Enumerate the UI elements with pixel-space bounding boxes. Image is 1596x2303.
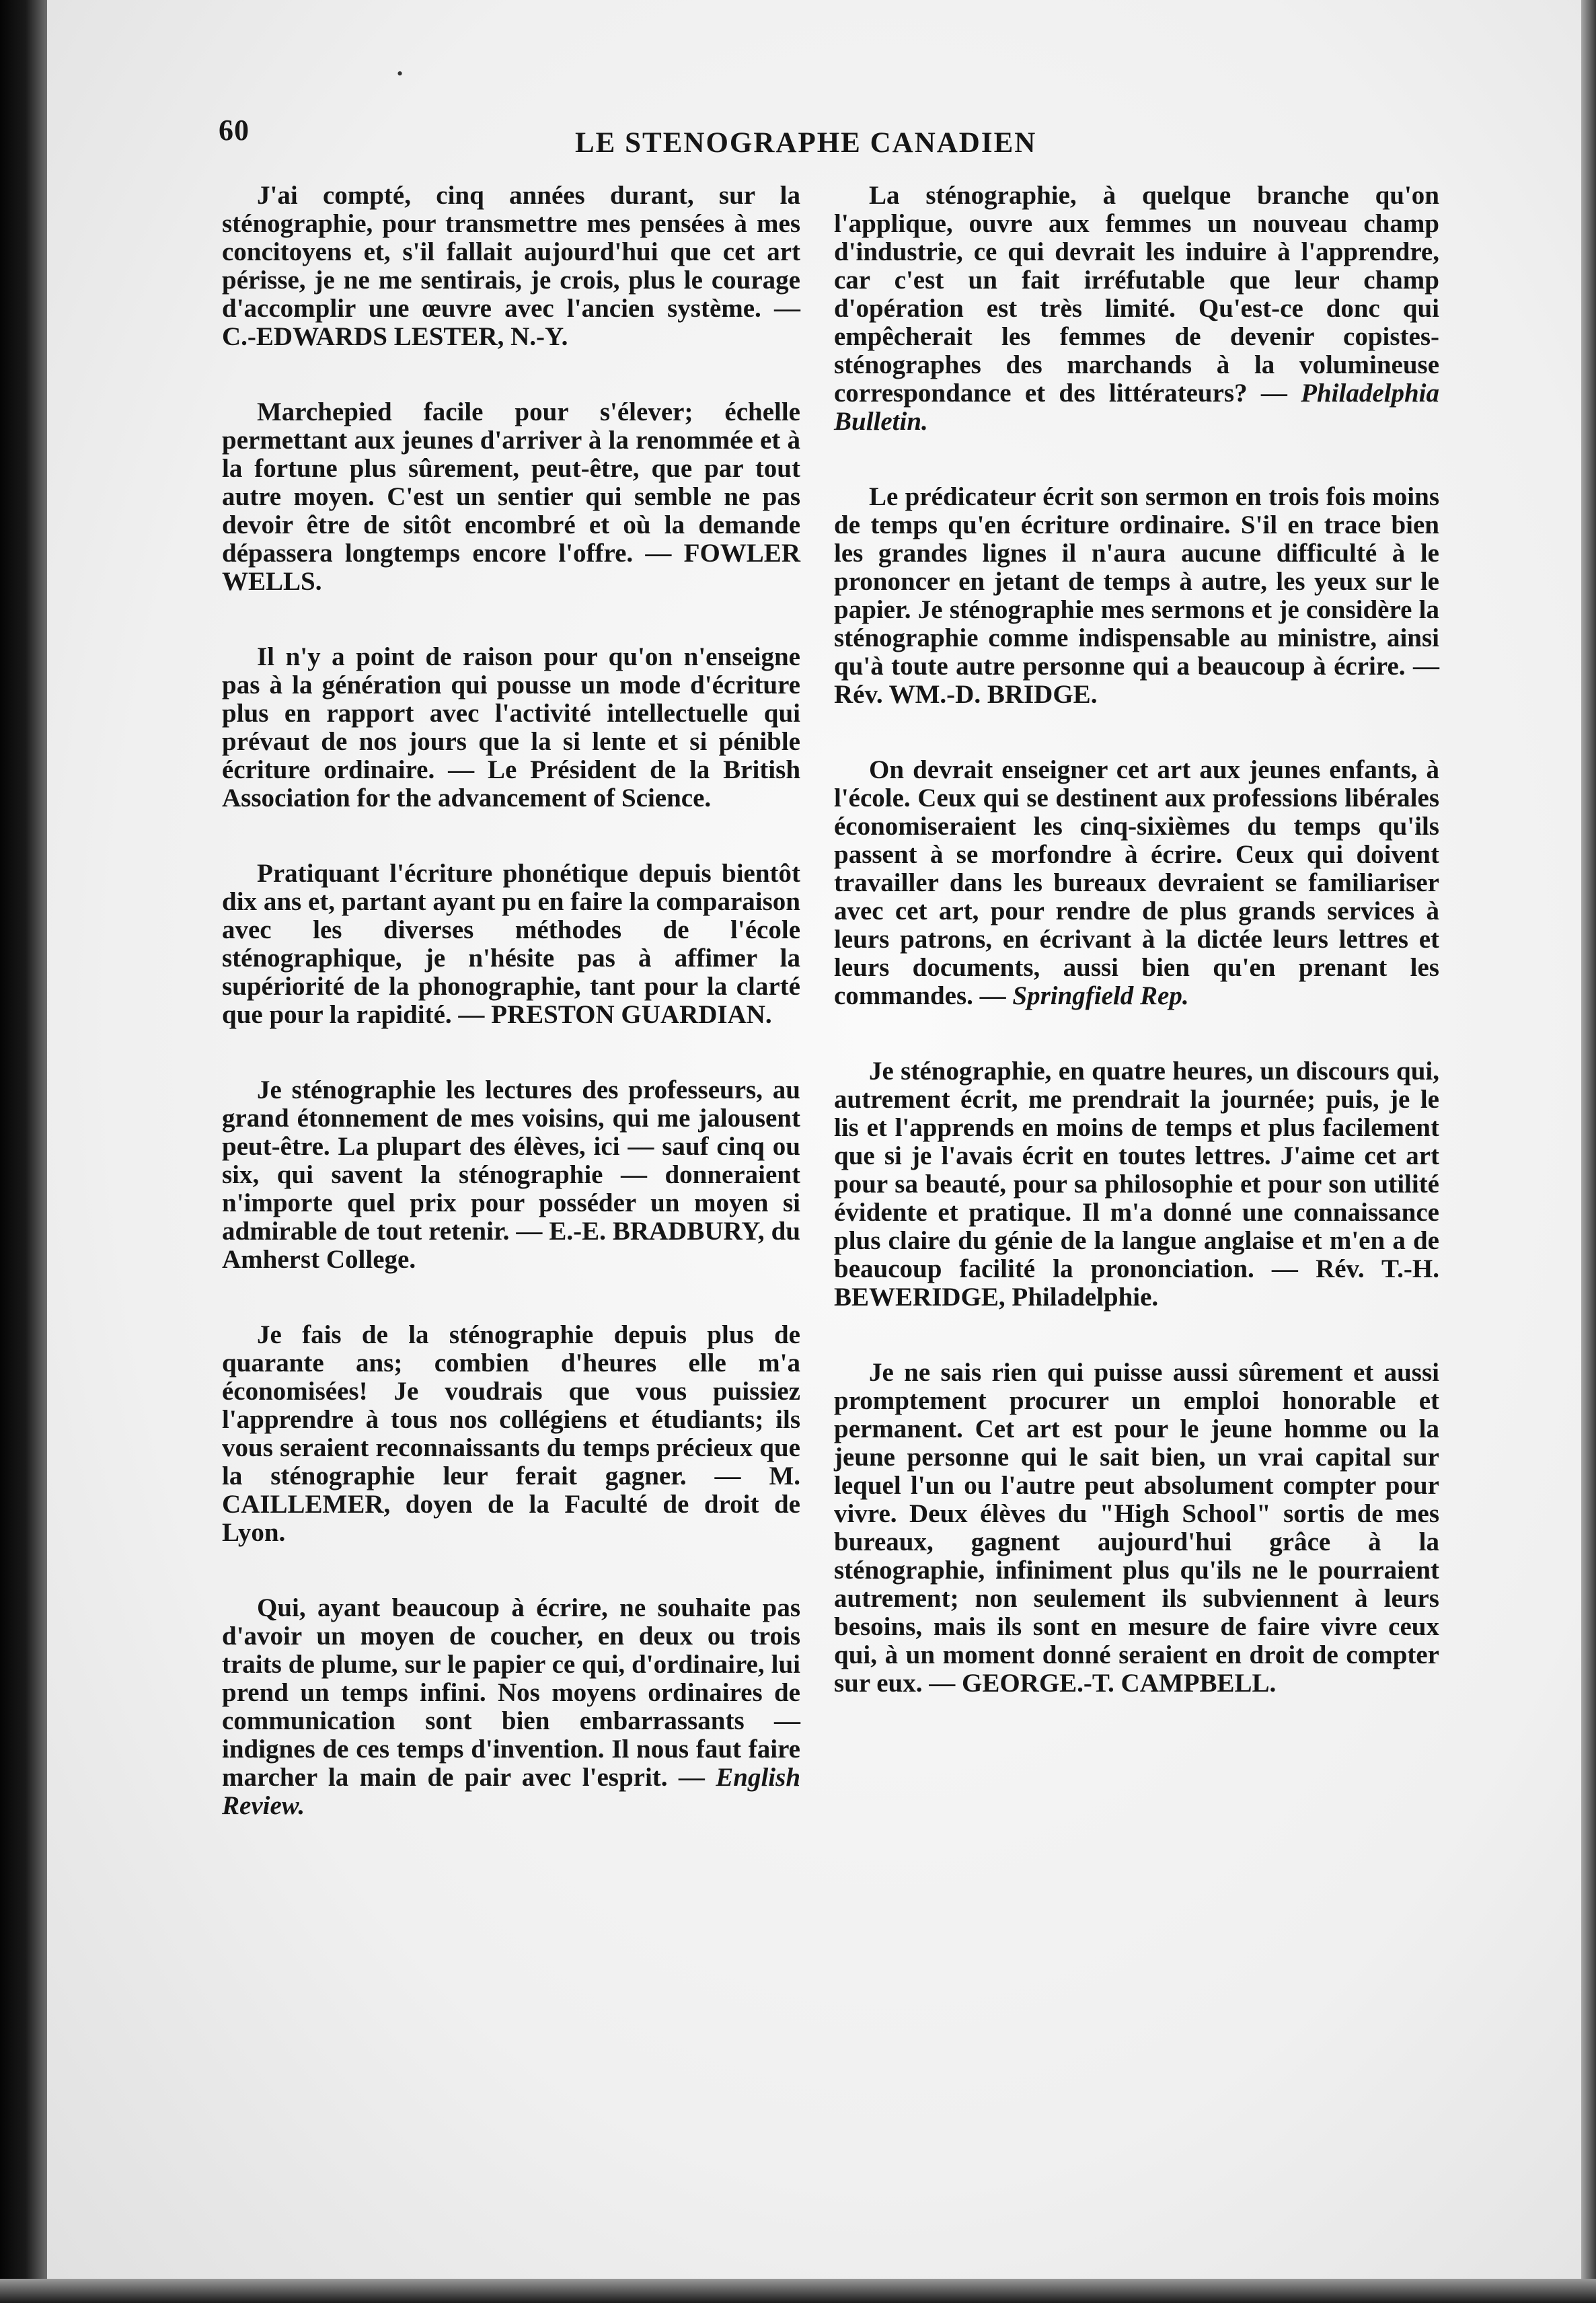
testimonial-text: Je sténographie, en quatre heures, un discours qui, autrement écrit, me prendrait la journée; puis, je le lis et l'apprends en moins de temps et plus facilement que si je l'avais écrit en toutes lettres. J'aime cet art pour sa beauté, pour sa philosophie et pour son utilité évidente et pratique. Il m'a donné une connaissance plus claire du génie de la langue anglaise et m'en a de beaucoup facilité la prononciation. — — [834, 1057, 1439, 1283]
running-title: LE STENOGRAPHE CANADIEN — [575, 127, 1037, 159]
testimonial-source: Philadelphia Bulletin. — [834, 379, 1439, 436]
testimonial-source: PRESTON GUARDIAN. — [491, 1000, 772, 1029]
testimonial — [222, 182, 800, 351]
testimonial-text: Je fais de la sténographie depuis plus de quarante ans; combien d'heures elle m'a économisées! Je voudrais que vous puissiez l'apprendre à tous nos collégiens et étudiants; ils vous seraient reconnaissants du temps précieux que la sténographie leur ferait gagner. — — [222, 1320, 800, 1490]
testimonial — [834, 182, 1439, 436]
scan-border-bottom — [0, 2279, 1596, 2303]
testimonial-text: La sténographie, à quelque branche qu'on l'applique, ouvre aux femmes un nouveau champ d'industrie, ce qui devrait les induire à l'apprendre, car c'est un fait irréfutable que leur champ d'opération est très limité. Qu'est-ce donc qui empêcherait les femmes de devenir copistes-sténographes des marchands à la volumineuse correspondance et des littérateurs? — — [834, 181, 1439, 408]
testimonial-text: Pratiquant l'écriture phonétique depuis bientôt dix ans et, partant ayant pu en faire la comparaison avec les diverses méthodes de l'école sténographique, je n'hésite pas à affimer la supériorité de la phonographie, tant pour la clarté que pour la rapidité. — — [222, 859, 800, 1029]
testimonial-text: Je ne sais rien qui puisse aussi sûrement et aussi promptement procurer un emploi honorable et permanent. Cet art est pour le jeune homme ou la jeune personne qui le sait bien, un vrai capital sur lequel l'un ou l'autre peut absolument compter pour vivre. Deux élèves du "High School" sortis de mes bureaux, gagnent aujourd'hui grâce à la sténographie, infiniment plus qu'ils ne le pourraient autrement; non seulement ils subviennent à leurs besoins, mais ils sont en mesure de faire vivre ceux qui, à un moment donné seraient en droit de compter sur eux. — — [834, 1358, 1439, 1698]
testimonial-source: M. CAILLEMER, doyen de la Faculté de droit de Lyon. — [222, 1462, 800, 1547]
testimonial — [222, 1076, 800, 1274]
testimonial — [834, 1057, 1439, 1312]
testimonial-source: E.-E. BRADBURY, du Amherst College. — [222, 1217, 800, 1274]
testimonial — [222, 1594, 800, 1820]
testimonial-source: Le Président de la British Association for the advancement of Science. — [222, 755, 801, 813]
testimonial-text: Qui, ayant beaucoup à écrire, ne souhaite pas d'avoir un moyen de coucher, en deux ou trois traits de plume, sur le papier ce qui, d'ordinaire, lui prend un temps infini. Nos moyens ordinaires de communication sont bien embarrassants — indignes de ces temps d'invention. Il nous faut faire marcher la main de pair avec l'esprit. — — [222, 1593, 800, 1792]
testimonial — [222, 860, 800, 1029]
testimonial — [834, 1359, 1439, 1698]
testimonial-source: Rév. T.-H. BEWERIDGE, Philadelphie. — [834, 1254, 1440, 1312]
testimonial — [222, 398, 800, 596]
testimonial-text: On devrait enseigner cet art aux jeunes enfants, à l'école. Ceux qui se destinent aux professions libérales économiseraient les cinq-sixièmes du temps qu'ils passent à se morfondre à écrire. Ceux qui doivent travailler dans les bureaux devraient se familiariser avec cet art, pour rendre de plus grands services à leurs patrons, en écrivant à la dictée leurs lettres et leurs documents, aussi bien qu'en prenant les commandes. — — [834, 755, 1439, 1010]
testimonial-source: Springfield Rep. — [1012, 981, 1189, 1010]
testimonial-source: C.-EDWARDS LESTER, N.-Y. — [222, 322, 568, 351]
scan-border-right — [1581, 0, 1596, 2303]
testimonial-source: GEORGE.-T. CAMPBELL. — [961, 1669, 1277, 1698]
testimonial-text: Le prédicateur écrit son sermon en trois fois moins de temps qu'en écriture ordinaire. S'il en trace bien les grandes lignes il n'aura aucune difficulté à le prononcer en jetant de temps à autre, les yeux sur le papier. Je sténographie mes sermons et je considère la sténographie comme indispensable au ministre, ainsi qu'à toute autre personne qui a beaucoup à écrire. — — [834, 482, 1439, 681]
left-column — [222, 182, 800, 1867]
testimonial-text: Je sténographie les lectures des professeurs, au grand étonnement de mes voisins, qui me jalousent peut-être. La plupart des élèves, ici — sauf cinq ou six, qui savent la sténographie — donneraient n'importe quel prix pour posséder un moyen si admirable de tout retenir. — — [222, 1075, 800, 1246]
right-column — [834, 182, 1439, 1745]
testimonial-source: English Review. — [222, 1763, 801, 1820]
testimonial — [222, 1321, 800, 1547]
ink-speck: • — [397, 64, 404, 83]
testimonial-text: Marchepied facile pour s'élever; échelle permettant aux jeunes d'arriver à la renommée et à la fortune plus sûrement, peut-être, que par tout autre moyen. C'est un sentier qui semble ne pas devoir être de sitôt encombré et où la demande dépassera longtemps encore l'offre. — — [222, 398, 800, 568]
testimonial-text: Il n'y a point de raison pour qu'on n'enseigne pas à la génération qui pousse un mode d'écriture plus en rapport avec l'activité intellectuelle qui prévaut de nos jours que la si lente et si pénible écriture ordinaire. — — [222, 642, 800, 784]
page — [47, 0, 1581, 2279]
testimonial-source: FOWLER WELLS. — [222, 539, 800, 596]
testimonial-source: Rév. WM.-D. BRIDGE. — [834, 680, 1098, 709]
testimonial — [834, 483, 1439, 709]
testimonial-text: J'ai compté, cinq années durant, sur la sténographie, pour transmettre mes pensées à mes concitoyens et, s'il fallait aujourd'hui que cet art périsse, je ne me sentirais, je crois, plus le courage d'accomplir une œuvre avec l'ancien système. — — [222, 181, 800, 323]
page-number: 60 — [219, 114, 250, 147]
testimonial — [222, 643, 800, 813]
testimonial — [834, 756, 1439, 1010]
scan-border-left — [0, 0, 47, 2303]
